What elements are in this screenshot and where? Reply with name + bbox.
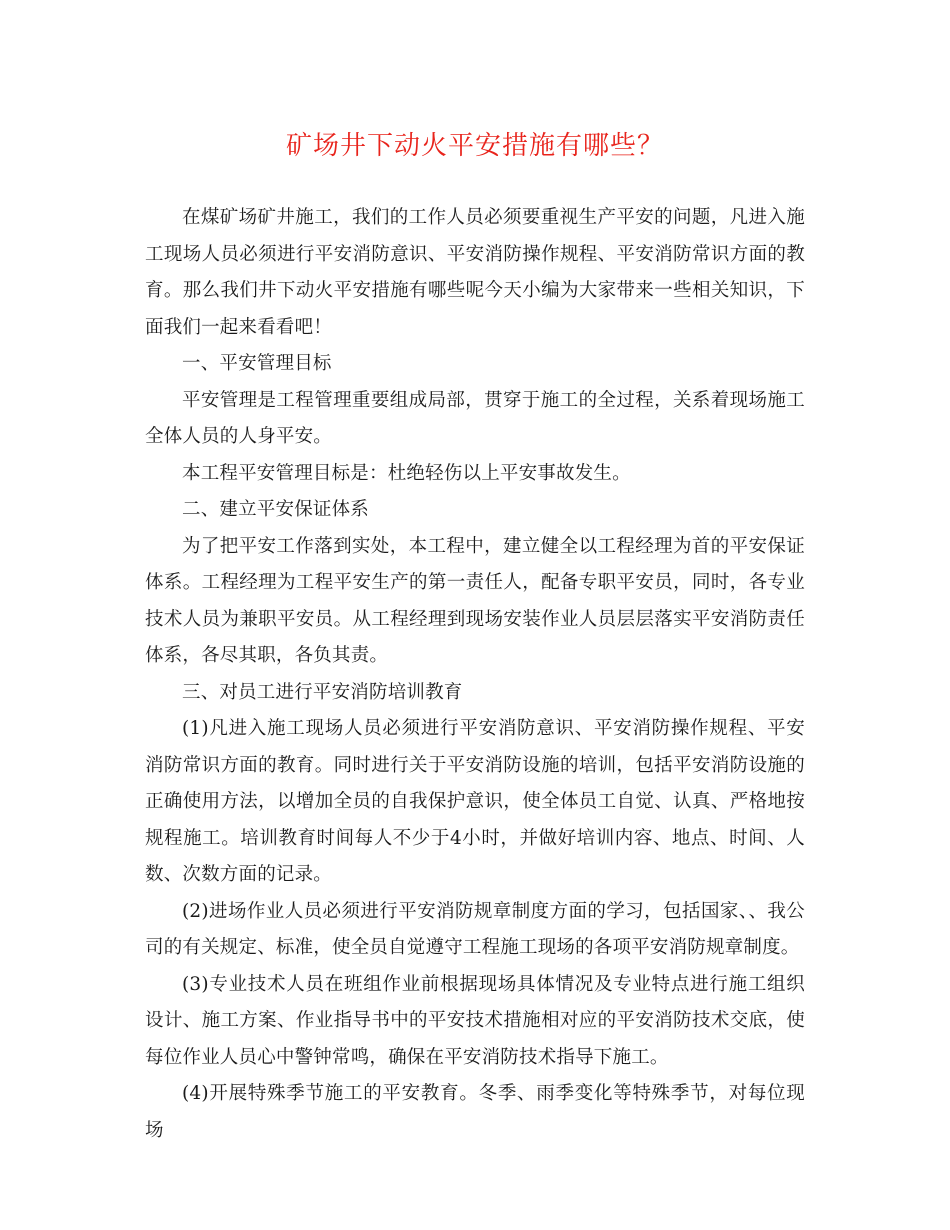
list-item-4: (4)开展特殊季节施工的平安教育。冬季、雨季变化等特殊季节，对每位现场 [145, 1083, 805, 1141]
document-body [145, 200, 805, 1149]
list-item-1: (1)凡进入施工现场人员必须进行平安消防意识、平安消防操作规程、平安消防常识方面的教育。同时进行关于平安消防设施的培训，包括平安消防设施的正确使用方法，以增加全员的自我保护意识，使全体员工自觉、认真、严格地按规程施工。培训教育时间每人不少于4小时，并做好培训内容、地点、时间、人数、次数方面的记录。 [145, 718, 805, 885]
intro-paragraph: 在煤矿场矿井施工，我们的工作人员必须要重视生产平安的问题，凡进入施工现场人员必须进行平安消防意识、平安消防操作规程、平安消防常识方面的教育。那么我们井下动火平安措施有哪些呢今天小编为大家带来一些相关知识，下面我们一起来看看吧！ [145, 207, 805, 338]
section-heading-1: 一、平安管理目标 [182, 353, 332, 374]
paragraph: 为了把平安工作落到实处，本工程中，建立健全以工程经理为首的平安保证体系。工程经理为工程平安生产的第一责任人，配备专职平安员，同时，各专业技术人员为兼职平安员。从工程经理到现场安装作业人员层层落实平安消防责任体系，各尽其职，各负其责。 [145, 535, 805, 666]
list-item-3: (3)专业技术人员在班组作业前根据现场具体情况及专业特点进行施工组织设计、施工方案、作业指导书中的平安技术措施相对应的平安消防技术交底，使每位作业人员心中警钟常鸣，确保在平安消防技术指导下施工。 [145, 973, 805, 1068]
section-heading-2: 二、建立平安保证体系 [182, 499, 370, 520]
paragraph: 本工程平安管理目标是：杜绝轻伤以上平安事故发生。 [182, 462, 631, 484]
list-item-2: (2)进场作业人员必须进行平安消防规章制度方面的学习，包括国家、、我公司的有关规定、标准，使全员自觉遵守工程施工现场的各项平安消防规章制度。 [145, 900, 805, 958]
page-title: 矿场井下动火平安措施有哪些？ [285, 131, 664, 161]
paragraph: 平安管理是工程管理重要组成局部，贯穿于施工的全过程，关系着现场施工全体人员的人身平安。 [145, 389, 805, 447]
section-heading-3: 三、对员工进行平安消防培训教育 [182, 681, 463, 703]
